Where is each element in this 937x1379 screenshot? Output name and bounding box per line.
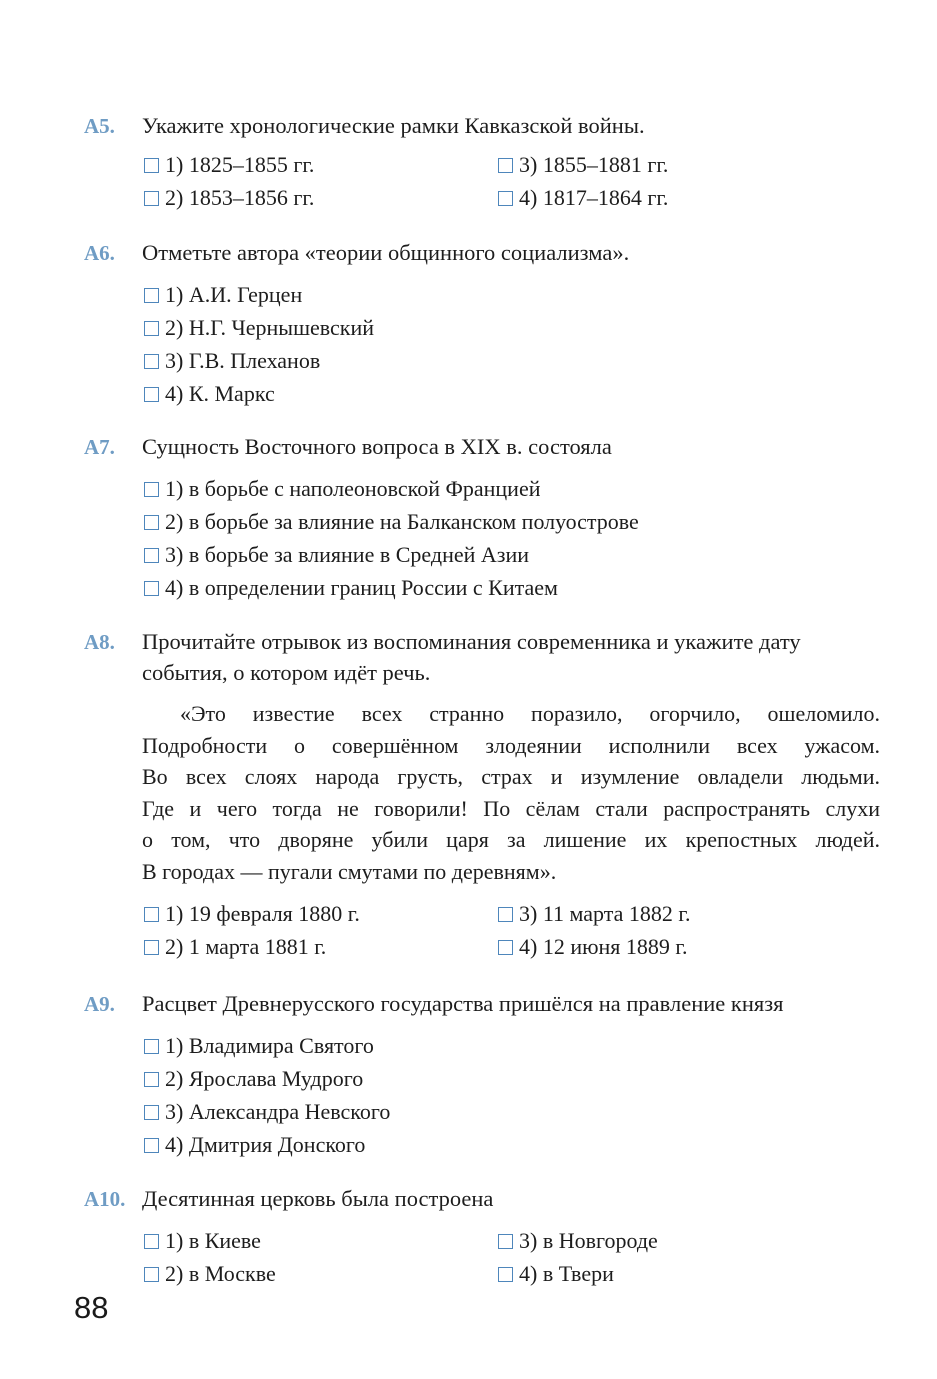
quote-line: Во всех слоях народа грусть, страх и изумление овладели людьми. — [142, 764, 880, 789]
option-label: 3) Александра Невского — [165, 1098, 391, 1124]
answer-option[interactable] — [144, 930, 498, 963]
answer-option[interactable] — [144, 1128, 884, 1161]
option-label: 2) в Москве — [165, 1260, 276, 1286]
answer-option[interactable] — [144, 1095, 884, 1128]
option-label: 2) в борьбе за влияние на Балканском полуострове — [165, 508, 639, 534]
checkbox-icon[interactable] — [144, 1105, 159, 1120]
quote-line: Подробности о совершённом злодеянии исполнили всех ужасом. — [142, 732, 880, 758]
option-label: 1) в Киеве — [165, 1227, 261, 1253]
option-label: 2) 1853–1856 гг. — [165, 184, 315, 210]
answer-option[interactable] — [144, 505, 884, 538]
checkbox-icon[interactable] — [144, 191, 159, 206]
checkbox-icon[interactable] — [144, 1072, 159, 1087]
question-text-line: события, о котором идёт речь. — [142, 660, 431, 685]
checkbox-icon[interactable] — [498, 907, 513, 922]
question-number: А7. — [84, 435, 115, 459]
quote-block — [142, 698, 880, 887]
answer-option[interactable] — [498, 897, 798, 930]
checkbox-icon[interactable] — [144, 482, 159, 497]
option-label: 4) К. Маркс — [165, 380, 275, 406]
checkbox-icon[interactable] — [144, 940, 159, 955]
question-text-line: Прочитайте отрывок из воспоминания современника и укажите дату — [142, 629, 801, 654]
option-label: 4) в определении границ России с Китаем — [165, 574, 558, 600]
question-a8 — [84, 626, 884, 963]
question-number: А9. — [84, 992, 115, 1016]
checkbox-icon[interactable] — [144, 321, 159, 336]
answer-option[interactable] — [498, 148, 798, 181]
checkbox-icon[interactable] — [144, 1138, 159, 1153]
option-label: 2) Н.Г. Чернышевский — [165, 314, 375, 340]
question-a5 — [84, 110, 884, 214]
question-number: А6. — [84, 241, 115, 265]
option-label: 3) 1855–1881 гг. — [519, 151, 669, 177]
option-label: 1) 1825–1855 гг. — [165, 151, 315, 177]
answer-option[interactable] — [144, 311, 884, 344]
checkbox-icon[interactable] — [498, 1267, 513, 1282]
checkbox-icon[interactable] — [498, 158, 513, 173]
answer-option[interactable] — [144, 897, 498, 930]
quote-line: «Это известие всех странно поразило, огорчило, ошеломило. — [180, 701, 880, 726]
checkbox-icon[interactable] — [144, 354, 159, 369]
answer-option[interactable] — [144, 181, 498, 214]
option-label: 4) 12 июня 1889 г. — [519, 933, 688, 959]
option-label: 3) в Новгороде — [519, 1227, 658, 1253]
checkbox-icon[interactable] — [144, 1039, 159, 1054]
question-number: А8. — [84, 630, 115, 654]
question-text: Расцвет Древнерусского государства пришёлся на правление князя — [142, 991, 784, 1016]
answer-option[interactable] — [498, 181, 798, 214]
checkbox-icon[interactable] — [498, 191, 513, 206]
answer-option[interactable] — [144, 278, 884, 311]
answer-option[interactable] — [144, 1224, 498, 1257]
question-text: Отметьте автора «теории общинного социализма». — [142, 240, 630, 265]
question-number: А10. — [84, 1187, 126, 1211]
option-label: 3) 11 марта 1882 г. — [519, 900, 691, 926]
answer-option[interactable] — [144, 344, 884, 377]
question-text: Укажите хронологические рамки Кавказской войны. — [142, 113, 645, 138]
quote-line: В городах — пугали смутами по деревням». — [142, 858, 557, 884]
checkbox-icon[interactable] — [144, 515, 159, 530]
checkbox-icon[interactable] — [144, 158, 159, 173]
answer-option[interactable] — [498, 1257, 798, 1290]
option-label: 1) 19 февраля 1880 г. — [165, 900, 360, 926]
answer-option[interactable] — [144, 1257, 498, 1290]
answer-option[interactable] — [144, 148, 498, 181]
question-a6 — [84, 237, 884, 410]
checkbox-icon[interactable] — [144, 581, 159, 596]
option-label: 3) Г.В. Плеханов — [165, 347, 321, 373]
answer-option[interactable] — [144, 571, 884, 604]
option-label: 4) Дмитрия Донского — [165, 1131, 366, 1157]
option-label: 4) 1817–1864 гг. — [519, 184, 669, 210]
option-label: 1) Владимира Святого — [165, 1032, 374, 1058]
answer-option[interactable] — [498, 1224, 798, 1257]
option-label: 4) в Твери — [519, 1260, 614, 1286]
checkbox-icon[interactable] — [144, 1267, 159, 1282]
answer-option[interactable] — [144, 472, 884, 505]
answer-option[interactable] — [144, 1029, 884, 1062]
option-label: 3) в борьбе за влияние в Средней Азии — [165, 541, 530, 567]
option-label: 2) Ярослава Мудрого — [165, 1065, 364, 1091]
checkbox-icon[interactable] — [498, 940, 513, 955]
question-text: Десятинная церковь была построена — [142, 1186, 494, 1211]
quote-line: Где и чего тогда не говорили! По сёлам стали распространять слухи — [142, 795, 880, 821]
checkbox-icon[interactable] — [498, 1234, 513, 1249]
answer-option[interactable] — [498, 930, 798, 963]
checkbox-icon[interactable] — [144, 907, 159, 922]
option-label: 2) 1 марта 1881 г. — [165, 933, 327, 959]
page-number: 88 — [74, 1290, 109, 1325]
answer-option[interactable] — [144, 1062, 884, 1095]
option-label: 1) А.И. Герцен — [165, 281, 303, 307]
question-a10 — [84, 1183, 884, 1290]
answer-option[interactable] — [144, 538, 884, 571]
question-number: А5. — [84, 114, 115, 138]
checkbox-icon[interactable] — [144, 1234, 159, 1249]
checkbox-icon[interactable] — [144, 387, 159, 402]
checkbox-icon[interactable] — [144, 288, 159, 303]
question-a9 — [84, 988, 884, 1161]
quote-line: о том, что дворяне убили царя за лишение их крепостных людей. — [142, 827, 880, 852]
answer-option[interactable] — [144, 377, 884, 410]
option-label: 1) в борьбе с наполеоновской Францией — [165, 475, 541, 501]
question-text: Сущность Восточного вопроса в XIX в. состояла — [142, 434, 612, 459]
question-a7 — [84, 431, 884, 604]
checkbox-icon[interactable] — [144, 548, 159, 563]
